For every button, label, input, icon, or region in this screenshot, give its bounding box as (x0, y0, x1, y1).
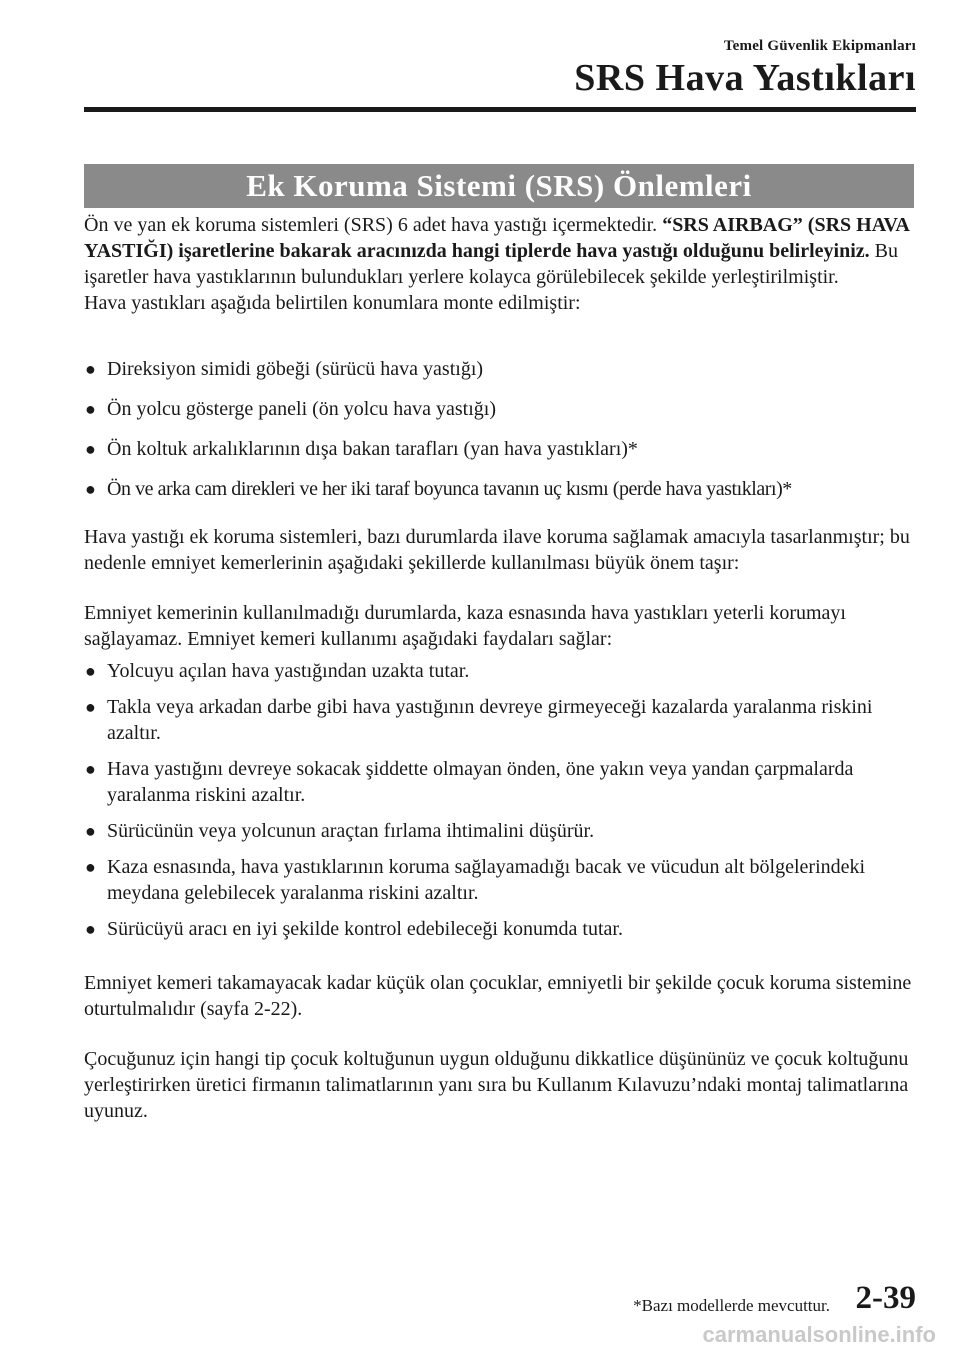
bullet-icon: ● (85, 759, 96, 779)
page-content (84, 212, 920, 1124)
bullet-icon: ● (85, 919, 96, 939)
list-item: ● Ön ve arka cam direkleri ve her iki taraf boyunca tavanın uç kısmı (perde hava yastıkları)* (85, 478, 792, 500)
paragraph-seatbelt-benefits-lead: Emniyet kemerinin kullanılmadığı durumlarda, kaza esnasında hava yastıkları yeterli korumayı sağlayamaz. Emniyet kemeri kullanımı aşağıdaki faydaları sağlar: (84, 602, 846, 650)
page-number: 2-39 (855, 1280, 916, 1316)
list-item: ● Direksiyon simidi göbeği (sürücü hava yastığı) (85, 358, 484, 380)
intro-locations-lead: Hava yastıkları aşağıda belirtilen konumlara monte edilmiştir: (84, 292, 581, 314)
bullet-icon: ● (85, 821, 96, 841)
list-item: ● Ön yolcu gösterge paneli (ön yolcu hava yastığı) (85, 398, 496, 420)
intro-paragraph (84, 212, 920, 290)
list-item: ● Hava yastığını devreye sokacak şiddette olmayan önden, öne yakın veya yandan çarpmalarda yaralanma riskini azaltır. (85, 758, 854, 806)
list-item: ● Sürücüyü aracı en iyi şekilde kontrol edebileceği konumda tutar. (85, 918, 623, 940)
section-title: SRS Hava Yastıkları (574, 57, 916, 99)
list-item: ● Ön koltuk arkalıklarının dışa bakan tarafları (yan hava yastıkları)* (85, 438, 638, 460)
list-item: ● Sürücünün veya yolcunun araçtan fırlama ihtimalini düşürür. (85, 820, 595, 842)
bullet-icon: ● (85, 697, 96, 717)
watermark-text: carmanualsonline.info (702, 1322, 936, 1347)
paragraph-child-restraint: Emniyet kemeri takamayacak kadar küçük olan çocuklar, emniyetli bir şekilde çocuk koruma sistemine oturtulmalıdır (sayfa 2-22). (84, 972, 912, 1020)
bullet-icon: ● (85, 661, 96, 681)
bullet-icon: ● (85, 439, 96, 459)
bullet-icon: ● (85, 399, 96, 419)
bullet-icon: ● (85, 359, 96, 379)
bullet-icon: ● (85, 479, 96, 499)
list-item: ● Kaza esnasında, hava yastıklarının koruma sağlayamadığı bacak ve vücudun alt bölgelerindeki meydana gelebilecek yaralanma riskini azaltır. (85, 856, 866, 904)
chapter-title: Temel Güvenlik Ekipmanları (723, 38, 916, 54)
airbag-locations-list (84, 356, 920, 502)
header-divider (84, 107, 916, 112)
section-banner: Ek Koruma Sistemi (SRS) Önlemleri (84, 164, 914, 208)
intro-text-continued: Bu işaretler hava yastıklarının bulundukları yerlere kolayca görülebilecek şekilde yerleştirilmiştir. (84, 240, 898, 288)
list-item: ● Takla veya arkadan darbe gibi hava yastığının devreye girmeyeceği kazalarda yaralanma riskini azaltır. (85, 696, 873, 744)
footnote: *Bazı modellerde mevcuttur. (633, 1296, 830, 1315)
paragraph-seatbelt-importance: Hava yastığı ek koruma sistemleri, bazı durumlarda ilave koruma sağlamak amacıyla tasarlanmıştır; bu nedenle emniyet kemerlerinin aşağıdaki şekillerde kullanılması büyük önem taşır: (84, 526, 910, 574)
list-item: ● Yolcuyu açılan hava yastığından uzakta tutar. (85, 660, 470, 682)
seatbelt-benefits-list (84, 658, 920, 942)
intro-text: Ön ve yan ek koruma sistemleri (SRS) 6 adet hava yastığı içermektedir. (84, 214, 663, 236)
bullet-icon: ● (85, 857, 96, 877)
paragraph-child-seat-instructions: Çocuğunuz için hangi tip çocuk koltuğunun uygun olduğunu dikkatlice düşününüz ve çocuk koltuğunu yerleştirirken üretici firmanın talimatlarının yanı sıra bu Kullanım Kılavuzu’ndaki montaj talimatlarına uyunuz. (84, 1048, 909, 1122)
intro-bold-text: “SRS AIRBAG” (SRS HAVA YASTIĞI) işaretlerine bakarak aracınızda hangi tiplerde hava yastığı olduğunu belirleyiniz. (84, 214, 909, 262)
